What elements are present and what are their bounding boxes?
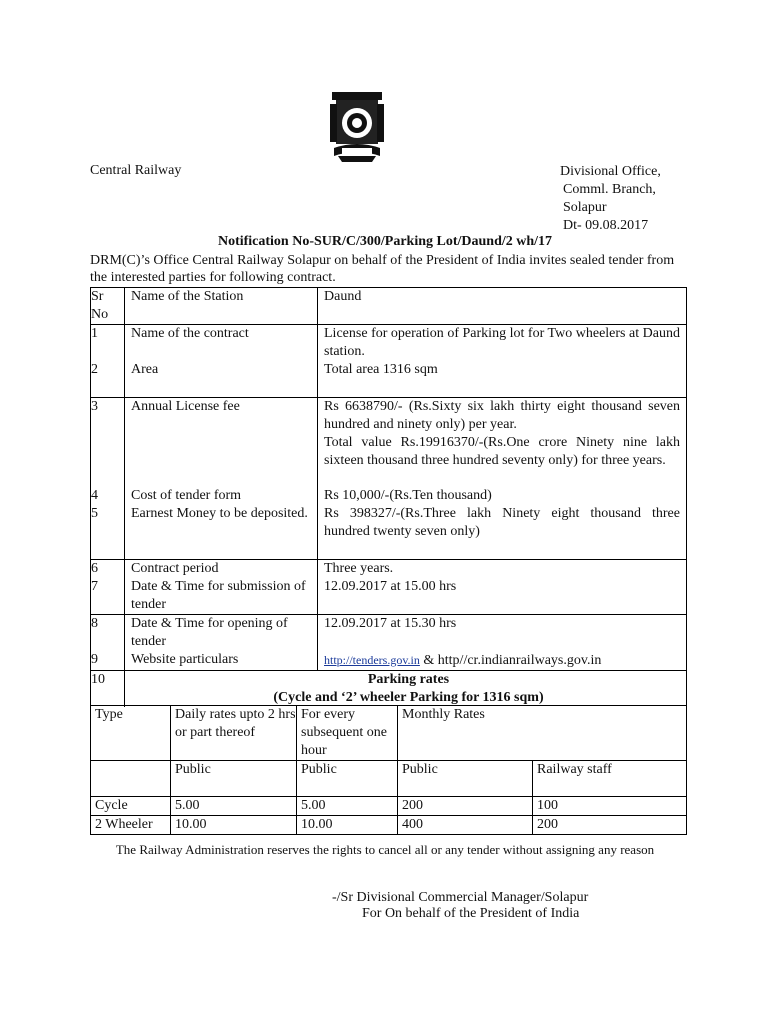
rates-header-subsequent: For every subsequent one hour bbox=[297, 706, 398, 761]
name-cell: Annual License fee bbox=[125, 397, 318, 487]
table-row bbox=[91, 505, 687, 559]
rates-sub-cell: Public bbox=[398, 761, 533, 797]
rates-sub-cell bbox=[91, 761, 171, 797]
sr-cell: 8 bbox=[91, 614, 125, 651]
name-cell: Cost of tender form bbox=[125, 487, 318, 505]
table-row bbox=[91, 670, 687, 707]
signature-line-2: For On behalf of the President of India bbox=[362, 906, 580, 921]
name-cell: Contract period bbox=[125, 559, 318, 578]
value-cell: Daund bbox=[318, 288, 687, 325]
header-right-line: Divisional Office, bbox=[560, 164, 661, 179]
name-cell: Date & Time for submission of tender bbox=[125, 578, 318, 615]
value-cell bbox=[318, 397, 687, 487]
rates-cell: 10.00 bbox=[297, 816, 398, 835]
rates-cell: 100 bbox=[533, 797, 687, 816]
footer-disclaimer: The Railway Administration reserves the rights to cancel all or any tender without assigning any reason bbox=[115, 842, 655, 857]
signature-line-1: -/Sr Divisional Commercial Manager/Solapur bbox=[332, 890, 589, 905]
rates-cell: 200 bbox=[398, 797, 533, 816]
header-right-line: Solapur bbox=[563, 200, 607, 215]
sr-cell: 1 bbox=[91, 325, 125, 362]
value-cell: License for operation of Parking lot for Two wheelers at Daund station. bbox=[318, 325, 687, 362]
rates-row bbox=[91, 816, 687, 835]
rates-sub-row bbox=[91, 761, 687, 797]
rates-header-daily: Daily rates upto 2 hrs or part thereof bbox=[171, 706, 297, 761]
table-row bbox=[91, 288, 687, 325]
sr-cell: 10 bbox=[91, 670, 125, 707]
sr-cell: Sr No bbox=[91, 288, 125, 325]
intro-text: DRM(C)’s Office Central Railway Solapur on behalf of the President of India invites sealed tender from the interested parties for following contract. bbox=[90, 253, 675, 285]
central-railway-emblem bbox=[328, 90, 386, 164]
annual-fee-text: Rs 6638790/- (Rs.Sixty six lakh thirty eight thousand seven hundred and ninety only) per year. bbox=[324, 398, 680, 432]
rates-row bbox=[91, 797, 687, 816]
rates-cell: 2 Wheeler bbox=[91, 816, 171, 835]
parking-rates-heading bbox=[125, 670, 687, 707]
value-cell: 12.09.2017 at 15.30 hrs bbox=[318, 614, 687, 651]
table-row bbox=[91, 614, 687, 651]
value-cell: 12.09.2017 at 15.00 hrs bbox=[318, 578, 687, 615]
value-cell: Rs 398327/-(Rs.Three lakh Ninety eight thousand three hundred twenty seven only) bbox=[318, 505, 687, 559]
parking-rates-title: Parking rates bbox=[367, 671, 450, 687]
header-left: Central Railway bbox=[90, 163, 182, 178]
name-cell: Date & Time for opening of tender bbox=[125, 614, 318, 651]
value-cell: Rs 10,000/-(Rs.Ten thousand) bbox=[318, 487, 687, 505]
rates-header-type: Type bbox=[91, 706, 171, 761]
sr-cell: 7 bbox=[91, 578, 125, 615]
rates-cell: 10.00 bbox=[171, 816, 297, 835]
rates-header-monthly: Monthly Rates bbox=[398, 706, 687, 761]
rates-cell: 200 bbox=[533, 816, 687, 835]
header-right-line: Dt- 09.08.2017 bbox=[563, 218, 649, 233]
header-right bbox=[560, 163, 661, 235]
name-cell: Website particulars bbox=[125, 651, 318, 671]
rates-cell: 5.00 bbox=[171, 797, 297, 816]
header-right-line: Comml. Branch, bbox=[563, 182, 656, 197]
sr-cell: 5 bbox=[91, 505, 125, 559]
table-row bbox=[91, 397, 687, 487]
table-row bbox=[91, 578, 687, 615]
rates-sub-cell: Public bbox=[171, 761, 297, 797]
contract-details-table bbox=[90, 287, 687, 707]
rates-header-row bbox=[91, 706, 687, 761]
rates-sub-cell: Public bbox=[297, 761, 398, 797]
sr-cell: 2 bbox=[91, 361, 125, 397]
name-cell: Name of the Station bbox=[125, 288, 318, 325]
table-row bbox=[91, 361, 687, 397]
table-row bbox=[91, 325, 687, 362]
sr-cell: 3 bbox=[91, 397, 125, 487]
rates-cell: Cycle bbox=[91, 797, 171, 816]
sr-cell: 9 bbox=[91, 651, 125, 671]
notification-title: Notification No-SUR/C/300/Parking Lot/Daund/2 wh/17 bbox=[217, 234, 553, 249]
value-cell: Three years. bbox=[318, 559, 687, 578]
name-cell: Area bbox=[125, 361, 318, 397]
parking-rates-subtitle: (Cycle and ‘2’ wheeler Parking for 1316 sqm) bbox=[273, 689, 544, 705]
table-row bbox=[91, 559, 687, 578]
sr-cell: 6 bbox=[91, 559, 125, 578]
value-cell bbox=[318, 651, 687, 671]
name-cell: Name of the contract bbox=[125, 325, 318, 362]
table-row bbox=[91, 487, 687, 505]
name-cell: Earnest Money to be deposited. bbox=[125, 505, 318, 559]
value-cell: Total area 1316 sqm bbox=[318, 361, 687, 397]
tenders-website-link[interactable]: http://tenders.gov.in bbox=[324, 652, 420, 667]
rates-sub-cell: Railway staff bbox=[533, 761, 687, 797]
rates-cell: 400 bbox=[398, 816, 533, 835]
sr-cell: 4 bbox=[91, 487, 125, 505]
total-value-text: Total value Rs.19916370/-(Rs.One crore Ninety nine lakh sixteen thousand three hundred seventy only) for three years. bbox=[324, 434, 680, 468]
website-text: & http//cr.indianrailways.gov.in bbox=[419, 652, 602, 668]
table-row bbox=[91, 651, 687, 671]
rates-cell: 5.00 bbox=[297, 797, 398, 816]
parking-rates-table bbox=[90, 705, 687, 835]
